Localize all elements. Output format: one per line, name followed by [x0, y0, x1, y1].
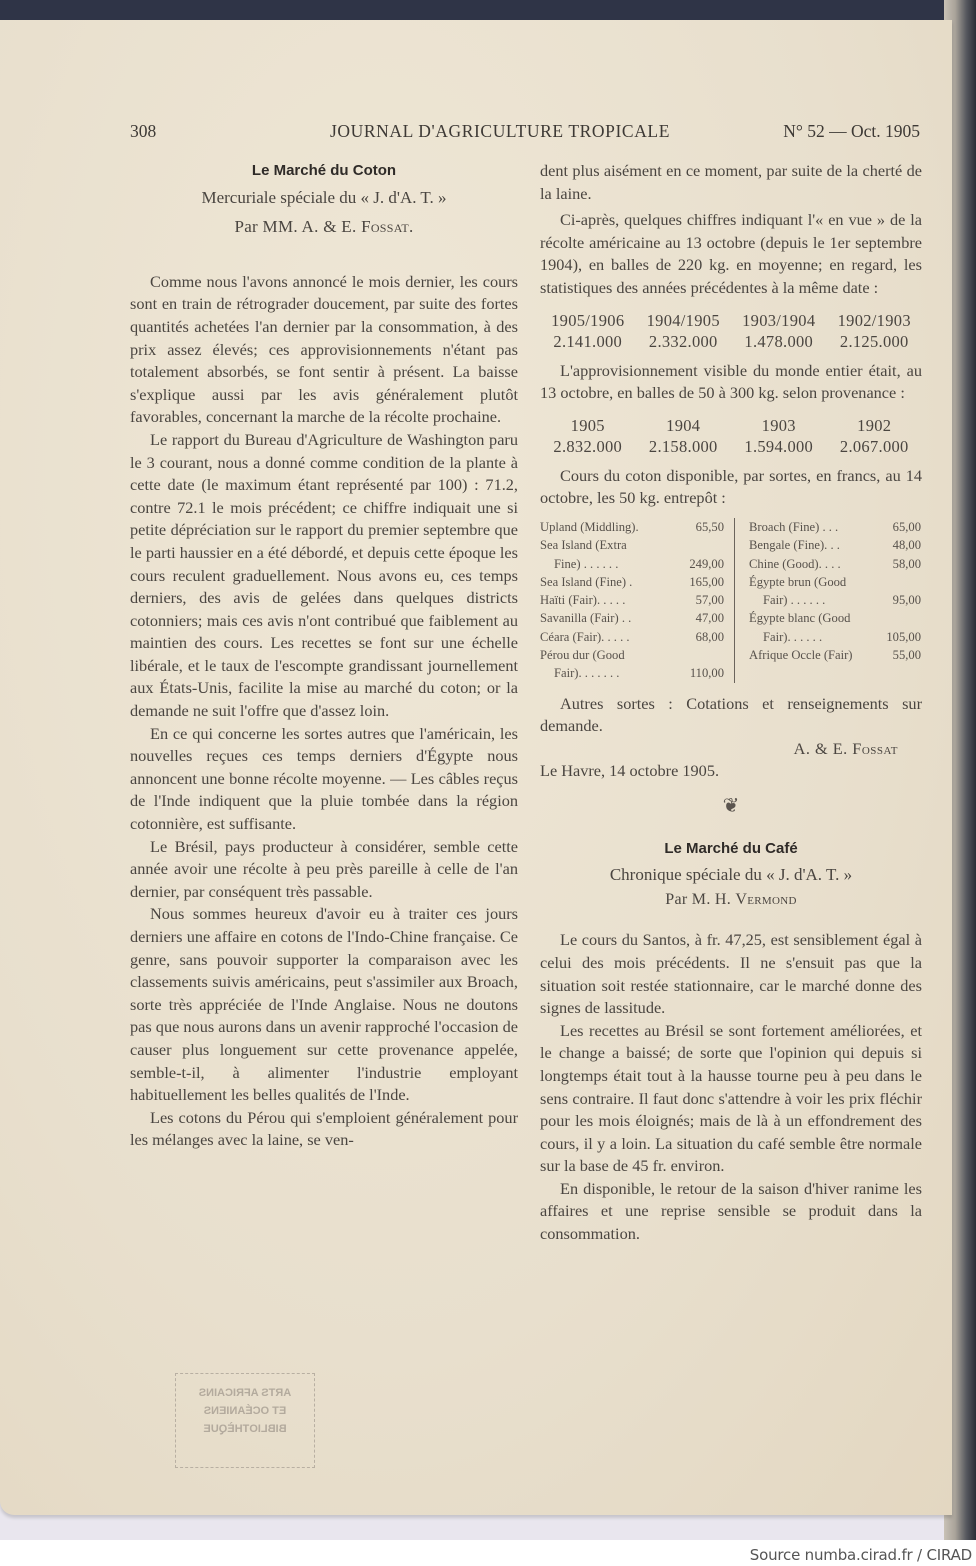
- en-vue-value: 2.125.000: [839, 331, 909, 351]
- price-row: [540, 536, 724, 554]
- visible-supply-intro: L'approvisionnement visible du monde entier était, au 13 octobre, en balles de 50 à 300 kg. selon provenance :: [540, 360, 922, 403]
- coffee-byline: [540, 889, 922, 912]
- price-label: Haïti (Fair). . . . .: [540, 593, 626, 608]
- cotton-continuation: dent plus aisément en ce moment, par suite de la cherté de la laine.: [540, 161, 922, 203]
- stamp-line: ET OCÉANIENS: [203, 1405, 287, 1417]
- source-credit: Source numba.cirad.fr / CIRAD: [749, 1546, 972, 1564]
- price-row: [540, 591, 724, 609]
- right-column: [540, 160, 922, 1246]
- issue-info: N° 52 — Oct. 1905: [783, 121, 920, 141]
- price-label: Céara (Fair). . . . .: [540, 629, 630, 644]
- visible-value: 2.158.000: [648, 436, 718, 456]
- price-value: 58,00: [892, 556, 921, 571]
- price-value: 65,00: [892, 519, 921, 534]
- cotton-article-subtitle: Mercuriale spéciale du « J. d'A. T. »: [201, 187, 447, 207]
- price-label: Sea Island (Fine) .: [540, 574, 633, 589]
- stamp-line: BIBLIOTHÈQUE: [203, 1423, 287, 1435]
- price-row: [540, 609, 724, 627]
- visible-header: 1904: [666, 415, 701, 435]
- en-vue-table: [540, 310, 922, 352]
- en-vue-header: 1904/1905: [646, 310, 720, 330]
- price-row: [749, 609, 921, 627]
- en-vue-value: 2.332.000: [648, 331, 718, 351]
- stamp-line: ARTS AFRICAINS: [198, 1387, 292, 1399]
- byline-author: Vermond: [735, 890, 797, 908]
- price-row: [540, 573, 724, 591]
- price-row: [749, 573, 921, 591]
- byline-prefix: Par MM. A. & E.: [234, 217, 362, 237]
- price-row: [540, 664, 724, 682]
- cotton-paragraph: Comme nous l'avons annoncé le mois dernier, les cours sont en train de rétrograder doucement, par suite des fortes quantités achetées l'an dernier par la consommation, à des prix assez élevés; ces approvisionnements n'étant pas totalement absorbés, se font sentir à présent. La baisse s'explique aussi par les avis généralement plutôt favorables, concernant la marche de la récolte prochaine.: [130, 271, 518, 427]
- page-number: 308: [130, 121, 157, 141]
- cotton-byline: [130, 216, 518, 239]
- price-value: 68,00: [695, 629, 724, 644]
- prices-intro: Cours du coton disponible, par sortes, en francs, au 14 octobre, les 50 kg. entrepôt :: [540, 465, 922, 508]
- visible-header: 1903: [761, 415, 796, 435]
- en-vue-intro: Ci-après, quelques chiffres indiquant l'« en vue » de la récolte américaine au 13 octobre (depuis le 1er septembre 1904), en balles de 220 kg. en moyenne; en regard, les statistiques des années précédentes à la même date :: [540, 210, 922, 297]
- cotton-price-table: [540, 518, 922, 683]
- running-header: [130, 121, 920, 143]
- visible-value: 1.594.000: [744, 436, 814, 456]
- coffee-article-subtitle: Chronique spéciale du « J. d'A. T. »: [609, 865, 853, 885]
- price-value: 249,00: [689, 556, 724, 571]
- price-row: [540, 518, 724, 536]
- coffee-paragraph: Le cours du Santos, à fr. 47,25, est sensiblement égal à celui des mois précédents. Il ne s'ensuit pas que la situation soit restée stationnaire, car le marché donne des signes de lassitude.: [540, 930, 922, 1018]
- price-label: Savanilla (Fair) . .: [540, 611, 632, 626]
- price-label: Pérou dur (Good: [540, 648, 625, 663]
- left-column: [130, 160, 518, 1152]
- coffee-article-title: Le Marché du Café: [664, 839, 798, 857]
- en-vue-header: 1903/1904: [742, 310, 816, 330]
- visible-header: 1902: [857, 415, 892, 435]
- price-label: Fair). . . . . . .: [554, 666, 620, 681]
- cotton-paragraph: Le Brésil, pays producteur à considérer, semble cette année avoir une récolte à peu près pareille à celle de l'an dernier, par conséquent très passable.: [130, 836, 518, 901]
- en-vue-header: 1905/1906: [551, 310, 625, 330]
- en-vue-header: 1902/1903: [837, 310, 911, 330]
- visible-value: 2.067.000: [839, 436, 909, 456]
- coffee-paragraph: Les recettes au Brésil se sont fortement améliorées, et le change a baissé; de sorte que l'opinion qui depuis si longtemps était tout à la hausse tourne peu à peu dans le sens contraire. Il faut donc s'attendre à voir les prix fléchir pour les mois éloignés; mais de là à un effondrement des cours, il y a loin. La situation du café semble être normale sur la base de 45 fr. environ.: [540, 1020, 922, 1176]
- price-value: 110,00: [689, 666, 724, 681]
- cotton-paragraph: Nous sommes heureux d'avoir eu à traiter ces jours derniers une affaire en cotons de l'Indo-Chine française. Ce genre, sans pouvoir supporter la comparaison avec les classements suivis américains, peut s'assimiler aux Broach, sorte très appréciée de l'Inde Anglaise. Nous ne doutons pas que nous aurons dans un avenir rapproché l'occasion de causer plus longuement sur cette provenance appelée, semble-t-il, à alimenter l'industrie employant habituellement les belles qualités de l'Inde.: [130, 904, 518, 1105]
- price-value: 165,00: [689, 574, 724, 589]
- price-label: Upland (Middling).: [540, 519, 639, 534]
- cotton-paragraph: Le rapport du Bureau d'Agriculture de Washington paru le 3 courant, nous a donné comme condition de la plante à cette date (le maximum étant représenté par 100) : 71.2, contre 72.1 le mois précédent; ce chiffre indiquait une si petite dépréciation sur le rapport du premier septembre que le parti haussier en a été débordé, et depuis cette époque les cours reculent graduellement. Nous avons eu, ces temps derniers, des avis de gelées dans quelques districts cotonniers; mais ces avis n'ont contribué que faiblement au maintien des cours. Les recettes se font sur une échelle libérale, et le taux de l'escompte grandissant journellement aux États-Unis, facilite la mise au marché du coton; or la demande ne suit l'offre que d'assez loin.: [130, 429, 518, 721]
- place-date: Le Havre, 14 octobre 1905.: [540, 761, 720, 781]
- price-label: Afrique Occle (Fair): [749, 648, 853, 663]
- price-column-right: [735, 518, 921, 683]
- price-row: [540, 628, 724, 646]
- price-row: [749, 646, 921, 664]
- byline-prefix: Par M. H.: [665, 890, 736, 908]
- other-sorts-note: Autres sortes : Cotations et renseignements sur demande.: [540, 693, 922, 736]
- price-value: 48,00: [892, 538, 921, 553]
- price-label: Fair) . . . . . .: [763, 593, 826, 608]
- cotton-signature: A. & E. Fossat: [793, 738, 898, 758]
- price-label: Égypte blanc (Good: [749, 611, 851, 626]
- cotton-article-title: Le Marché du Coton: [251, 162, 397, 179]
- journal-title: JOURNAL D'AGRICULTURE TROPICALE: [330, 121, 671, 141]
- price-row: [749, 555, 921, 573]
- price-value: 65,50: [695, 519, 724, 534]
- price-row: [540, 555, 724, 573]
- visible-supply-table: [540, 415, 922, 457]
- price-label: Égypte brun (Good: [749, 574, 847, 589]
- price-label: Chine (Good). . . .: [749, 556, 841, 571]
- en-vue-value: 1.478.000: [744, 331, 814, 351]
- price-value: 105,00: [886, 629, 921, 644]
- cotton-paragraph: En ce qui concerne les sortes autres que l'américain, les nouvelles reçues ces temps derniers d'Égypte nous annoncent une bonne récolte moyenne. — Les câbles reçus de l'Inde indiquent que la pluie tombée dans la région cotonnière, est suffisante.: [130, 723, 518, 834]
- price-row: [749, 628, 921, 646]
- en-vue-value: 2.141.000: [553, 331, 623, 351]
- price-column-left: [540, 518, 735, 683]
- price-label: Fair). . . . . .: [763, 629, 823, 644]
- price-value: 57,00: [695, 593, 724, 608]
- library-stamp: [175, 1373, 315, 1468]
- floral-ornament-icon: ❦: [722, 794, 740, 817]
- price-label: Bengale (Fine). . .: [749, 538, 840, 553]
- visible-header: 1905: [570, 415, 605, 435]
- price-row: [749, 536, 921, 554]
- scanner-top-band: [0, 0, 976, 22]
- coffee-paragraph: En disponible, le retour de la saison d'hiver ranime les affaires et une reprise sensible se produit dans la consommation.: [540, 1178, 922, 1244]
- price-row: [540, 646, 724, 664]
- price-value: 55,00: [892, 648, 921, 663]
- price-value: 47,00: [695, 611, 724, 626]
- price-row: [749, 591, 921, 609]
- price-label: Broach (Fine) . . .: [749, 519, 839, 534]
- price-row: [749, 518, 921, 536]
- byline-author: Fossat.: [361, 217, 414, 237]
- price-value: 95,00: [892, 593, 921, 608]
- price-label: Sea Island (Extra: [540, 538, 627, 553]
- visible-value: 2.832.000: [553, 436, 623, 456]
- cotton-paragraph-peru: Les cotons du Pérou qui s'emploient généralement pour les mélanges avec la laine, se ven-: [130, 1107, 518, 1150]
- price-label: Fine) . . . . . .: [554, 556, 619, 571]
